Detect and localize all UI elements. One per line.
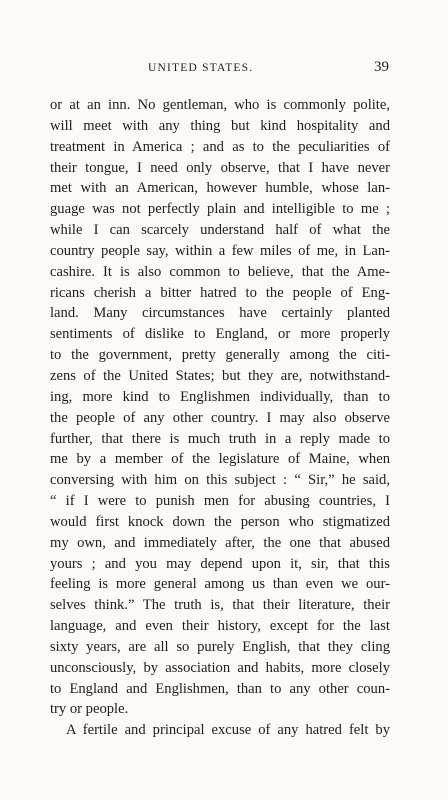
text-line: conversing with him on this subject : “ Sir,” he said, xyxy=(50,472,390,489)
text-line: language, and even their history, except for the last xyxy=(50,618,390,635)
text-line: will meet with any thing but kind hospitality and xyxy=(50,117,390,134)
text-line: sixty years, are all so purely English, that they cling xyxy=(50,638,390,655)
text-line: my own, and immediately after, the one that abused xyxy=(50,534,390,551)
text-line: or at an inn. No gentleman, who is commonly polite, xyxy=(50,97,390,113)
text-line: yours ; and you may depend upon it, sir, that this xyxy=(50,555,390,572)
text-line: met with an American, however humble, whose lan- xyxy=(50,180,390,197)
text-line: treatment in America ; and as to the peculiarities of xyxy=(50,138,390,155)
text-line: their tongue, I need only observe, that I have never xyxy=(50,159,390,176)
text-line: would first knock down the person who stigmatized xyxy=(50,513,390,530)
text-line: sentiments of dislike to England, or more properly xyxy=(50,326,390,343)
text-line: selves think.” The truth is, that their literature, their xyxy=(50,597,390,614)
page-number: 39 xyxy=(374,59,389,75)
text-line: ricans cherish a bitter hatred to the people of Eng- xyxy=(50,284,390,301)
text-line: me by a member of the legislature of Maine, when xyxy=(50,451,390,468)
page-header xyxy=(0,59,448,80)
body-text xyxy=(50,95,390,741)
paragraph-start-line: A fertile and principal excuse of any hatred felt by xyxy=(66,722,390,739)
running-title: UNITED STATES. xyxy=(148,62,254,74)
text-line: feeling is more general among us than even we our- xyxy=(50,576,390,593)
text-line: country people say, within a few miles of me, in Lan- xyxy=(50,242,390,259)
text-line: unconsciously, by association and habits, more closely xyxy=(50,659,390,676)
text-line: while I can scarcely understand half of what the xyxy=(50,222,390,239)
text-line: the people of any other country. I may also observe xyxy=(50,409,390,426)
text-line: guage was not perfectly plain and intelligible to me ; xyxy=(50,201,390,218)
text-line: land. Many circumstances have certainly planted xyxy=(50,305,390,322)
text-line: zens of the United States; but they are, notwithstand- xyxy=(50,367,390,384)
text-line: to the government, pretty generally among the citi- xyxy=(50,347,390,364)
text-line: cashire. It is also common to believe, that the Ame- xyxy=(50,263,390,280)
text-line: ing, more kind to Englishmen individually, than to xyxy=(50,388,390,405)
paragraph-end-line: try or people. xyxy=(50,701,129,718)
text-line: further, that there is much truth in a reply made to xyxy=(50,430,390,447)
text-line: “ if I were to punish men for abusing countries, I xyxy=(50,493,390,510)
text-line: to England and Englishmen, than to any other coun- xyxy=(50,680,390,697)
